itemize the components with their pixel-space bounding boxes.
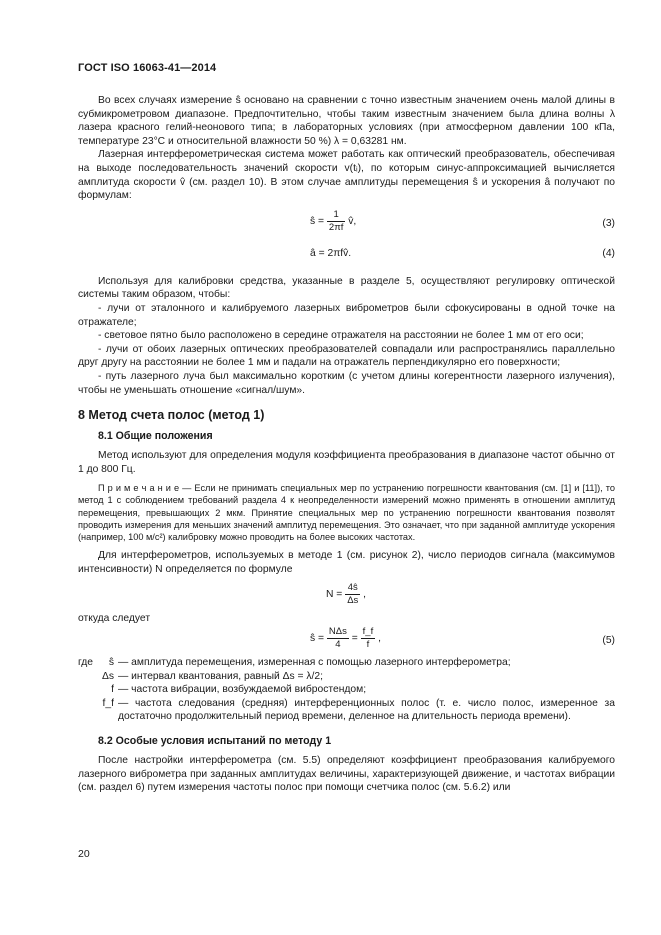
legend-row — [78, 697, 615, 724]
eq3-lhs: ŝ = — [310, 215, 325, 227]
note-label: П р и м е ч а н и е — [98, 483, 180, 494]
eq3-label: (3) — [602, 217, 615, 229]
note — [78, 482, 615, 543]
page-number: 20 — [78, 848, 90, 860]
legend-row — [78, 670, 615, 684]
eq3-num: 1 — [327, 209, 345, 222]
paragraph-intro-3: Используя для калибровки средства, указанные в разделе 5, осуществляют регулировку оптической системы таким образом, чтобы: — [78, 275, 615, 301]
eq5-tail: , — [378, 633, 381, 645]
eq5-fraction-2 — [361, 626, 376, 651]
then-text: откуда следует — [78, 613, 151, 625]
section-8-2-heading: 8.2 Особые условия испытаний по методу 1 — [98, 735, 332, 748]
legend-desc: — частота следования (средняя) интерференционных полос (т. е. число полос, измеренное за достаточно продолжительный период времени, деленное на длительность периода времени). — [118, 697, 615, 723]
eq5-fraction-1 — [327, 626, 349, 651]
equation-4 — [78, 245, 615, 265]
list-item-4: - путь лазерного луча был максимально коротким (с учетом длины когерентности лазерного излучения), чтобы не уменьшать отношение «сигнал/шум». — [78, 370, 615, 396]
list-item-2: - световое пятно было расположено в середине отражателя на расстоянии не более 1 мм от его оси; — [98, 330, 584, 342]
where-label: где — [78, 657, 94, 669]
equation-N — [78, 582, 615, 612]
equation-3 — [78, 209, 615, 239]
eq5-den2: f — [366, 639, 370, 651]
eqN-fraction — [345, 582, 360, 607]
list-item-1: - лучи от эталонного и калибруемого лазерных виброметров были сфокусированы в одной точке на отражателе; — [78, 302, 615, 328]
equation-5 — [78, 626, 615, 656]
note-text: — Если не принимать специальных мер по устранению погрешности квантования (см. [1] и [11]), то метод 1 с соблюдением требований раздела 4 к неопределенности измерений можно применять в отношении амплитуд перемещения, превышающих 2 мкм. Принятие специальных мер по устранению погрешности квантования позволят проводить измерения для меньших значений амплитуд перемещения. Это означает, что при заданной амплитуде ускорения (например, 100 м/с²) калибровку можно проводить на более высоких частотах. — [78, 483, 615, 543]
eqN-tail: , — [363, 589, 367, 601]
eqN-lhs: N = — [326, 589, 343, 601]
section-8-1-heading: 8.1 Общие положения — [98, 430, 213, 443]
eq5-num1: NΔs — [328, 626, 347, 638]
list-item-3: - лучи от обоих лазерных оптических преобразователей совпадали или распространялись параллельно друг другу на расстоянии не более 1 мм и падали на отражатель перпендикулярно его поверхности; — [78, 343, 615, 369]
eq5-mid: = — [351, 633, 358, 645]
eq5-label: (5) — [602, 635, 615, 647]
paragraph-8-2-1: После настройки интерферометра (см. 5.5) определяют коэффициент преобразования калибруемого лазерного виброметра при заданных амплитудах величины, характеризующей движение, и частотах вибрации (см. раздел 6) путем измерения частоты полос при помощи счетчика полос (см. 5.6.2) или — [78, 755, 615, 794]
eq5-num2: f_f — [362, 626, 374, 638]
legend-symbol: f_f — [102, 697, 114, 709]
eqN-num: 4ŝ — [345, 582, 360, 595]
eq4-expr: â = 2πfv̂. — [310, 247, 352, 259]
legend-row — [78, 656, 615, 670]
eq3-rhs: v̂, — [348, 215, 357, 227]
running-header: ГОСТ ISO 16063-41—2014 — [78, 62, 217, 74]
legend-row — [78, 683, 615, 697]
symbol-legend — [78, 656, 615, 724]
eq5-den1: 4 — [335, 639, 341, 651]
legend-symbol: f — [111, 684, 114, 696]
eq3-den: 2πf — [328, 221, 344, 233]
legend-desc: — частота вибрации, возбуждаемой вибростендом; — [118, 684, 367, 696]
eq3-fraction — [327, 209, 345, 234]
section-8-heading: 8 Метод счета полос (метод 1) — [78, 408, 265, 423]
paragraph-intro-2: Лазерная интерферометрическая система может работать как оптический преобразователь, обеспечивая на выходе последовательность значений скорости v(tᵢ), по которым синус-аппроксимацией вычисляется амплитуда скорости v̂ (см. раздел 10). В этом случае амплитуды перемещения ŝ и ускорения â получают по формулам: — [78, 149, 615, 202]
page-body — [78, 94, 615, 795]
legend-desc: — амплитуда перемещения, измеренная с помощью лазерного интерферометра; — [118, 657, 511, 669]
legend-desc: — интервал квантования, равный Δs = λ/2; — [118, 670, 323, 682]
legend-symbol: Δs — [101, 670, 114, 682]
paragraph-intro-1: Во всех случаях измерение ŝ основано на сравнении с точно известным значением очень малой длины в субмикрометровом диапазоне. Предпочтительно, чтобы таким известным значением была длина волны λ лазера красного гелий-неонового типа; в лабораторных условиях (при атмосферном давлении 100 кПа, температуре 23°С и относительной влажности 50 %) λ = 0,63281 нм. — [78, 95, 615, 147]
paragraph-8-1-1: Метод используют для определения модуля коэффициента преобразования в диапазоне частот обычно от 1 до 800 Гц. — [78, 450, 615, 475]
legend-symbol: ŝ — [108, 657, 114, 669]
paragraph-8-1-2: Для интерферометров, используемых в методе 1 (см. рисунок 2), число периодов сигнала (максимумов интенсивности) N определяется по формуле — [78, 550, 615, 575]
eq5-lhs: ŝ = — [310, 633, 325, 645]
eqN-den: Δs — [347, 595, 359, 607]
eq4-label: (4) — [602, 247, 615, 259]
